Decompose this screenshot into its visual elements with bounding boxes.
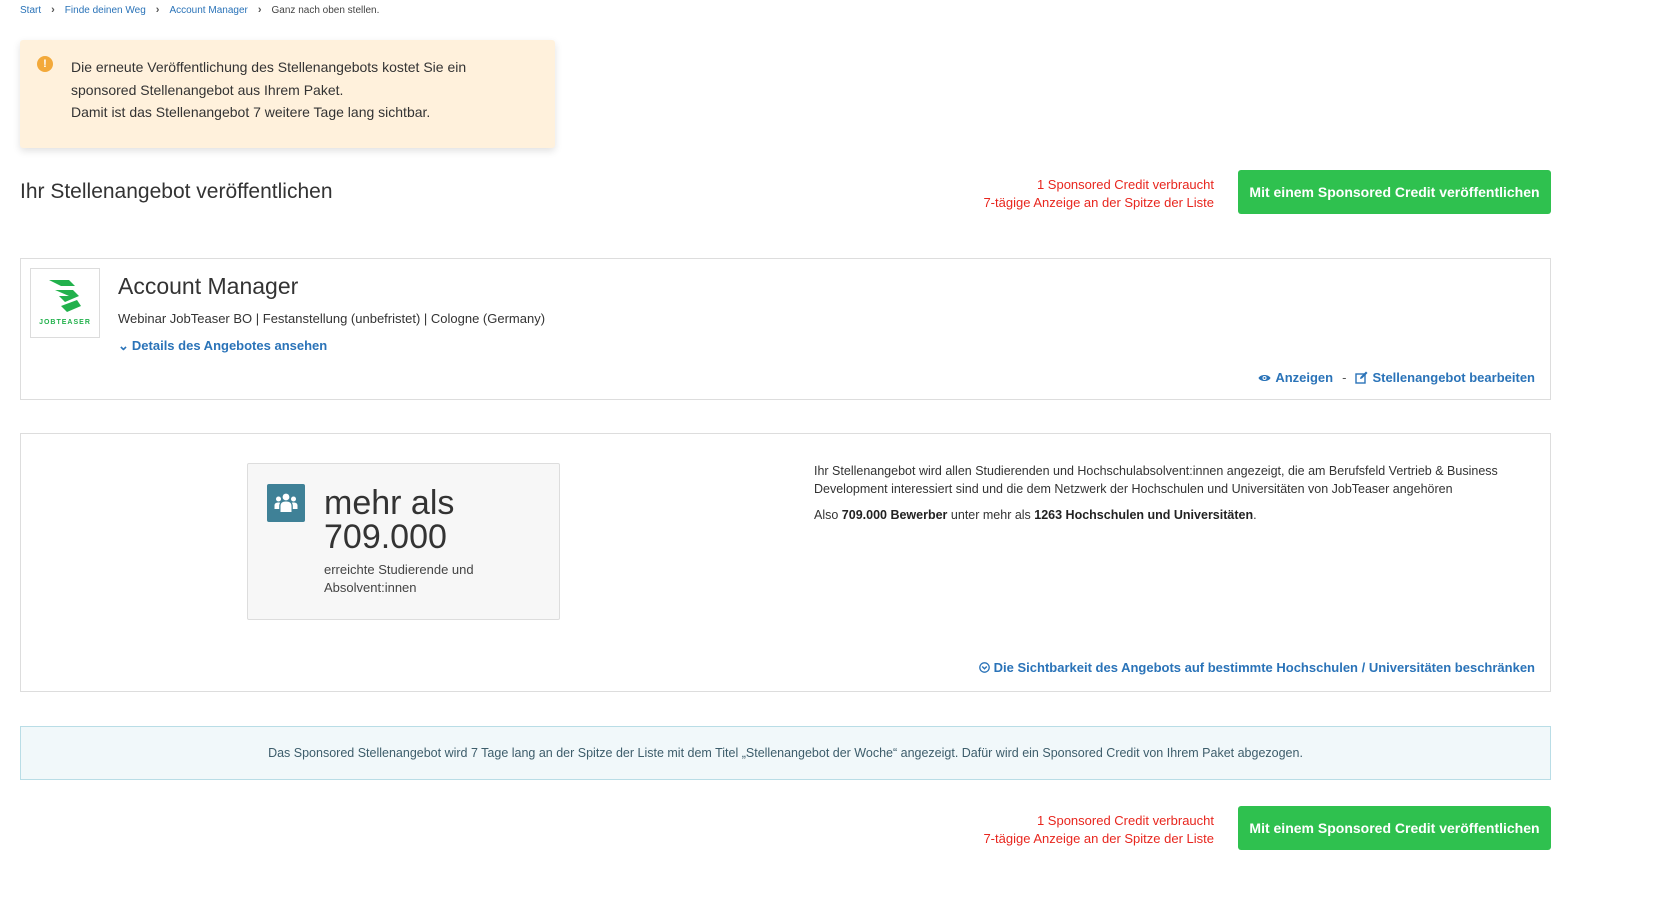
restrict-visibility-link[interactable]: [979, 660, 1535, 675]
page-title: Ihr Stellenangebot veröffentlichen: [20, 180, 333, 203]
credit-cost-info: [983, 176, 1214, 212]
job-card: [20, 258, 1551, 400]
edit-icon: [1355, 371, 1368, 384]
eye-icon: [1258, 373, 1271, 383]
summary-schools: 1263 Hochschulen und Universitäten: [1034, 508, 1254, 522]
reach-stat-number: mehr als 709.000: [324, 484, 455, 556]
chevron-right-icon: ›: [257, 4, 262, 16]
credit-warning-alert: [20, 40, 555, 148]
alert-line-2: Damit ist das Stellenangebot 7 weitere Tage lang sichtbar.: [71, 104, 431, 120]
edit-link-label: Stellenangebot bearbeiten: [1372, 370, 1535, 385]
reach-panel: [20, 433, 1551, 692]
edit-offer-link[interactable]: [1355, 370, 1535, 385]
view-link-label: Anzeigen: [1275, 370, 1334, 385]
company-logo: [30, 268, 100, 338]
restrict-link-label: Die Sichtbarkeit des Angebots auf bestimmte Hochschulen / Universitäten beschränken: [993, 660, 1535, 675]
reach-summary: [814, 508, 1257, 522]
display-duration-line: 7-tägige Anzeige an der Spitze der Liste: [983, 195, 1214, 210]
details-toggle-link[interactable]: [118, 338, 327, 354]
summary-applicants: 709.000 Bewerber: [841, 508, 948, 522]
summary-suffix: .: [1253, 508, 1257, 522]
reach-stat-box: [247, 463, 560, 620]
view-offer-link[interactable]: [1258, 370, 1333, 385]
actions-separator: -: [1342, 370, 1347, 385]
credit-cost-line: 1 Sponsored Credit verbraucht: [1036, 177, 1214, 192]
breadcrumb-start[interactable]: Start: [20, 4, 42, 16]
chevron-right-icon: ›: [155, 4, 160, 16]
summary-prefix: Also: [814, 508, 842, 522]
breadcrumb-account-manager[interactable]: Account Manager: [169, 4, 248, 16]
job-title: Account Manager: [118, 273, 299, 299]
publish-sponsored-button[interactable]: Mit einem Sponsored Credit veröffentlichen: [1238, 170, 1551, 214]
reach-stat-caption: erreichte Studierende und Absolvent:innen: [324, 562, 474, 595]
footer-credit-cost-info: [983, 812, 1214, 848]
footer-publish-sponsored-button[interactable]: Mit einem Sponsored Credit veröffentlichen: [1238, 806, 1551, 850]
footer-credit-cost-line: 1 Sponsored Credit verbraucht: [1036, 813, 1214, 828]
jobteaser-logo-icon: [45, 278, 85, 316]
chevron-circle-down-icon: [979, 662, 990, 673]
reach-description: Ihr Stellenangebot wird allen Studierenden und Hochschulabsolvent:innen angezeigt, die am Berufsfeld Vertrieb & Business Development interessiert sind und die dem Netzwerk der Hochschulen und Universitäten von JobTeaser angehören: [814, 464, 1498, 496]
sponsored-info-banner: Das Sponsored Stellenangebot wird 7 Tage lang an der Spitze der Liste mit dem Titel „Stellenangebot der Woche“ angezeigt. Dafür wird ein Sponsored Credit von Ihrem Paket abgezogen.: [20, 726, 1551, 780]
warning-circle-icon: !: [37, 56, 53, 72]
logo-wordmark: JOBTEASER: [39, 319, 91, 326]
job-meta: Webinar JobTeaser BO | Festanstellung (unbefristet) | Cologne (Germany): [118, 311, 546, 326]
summary-middle: unter mehr als: [947, 508, 1035, 522]
details-link-label: Details des Angebotes ansehen: [131, 338, 328, 353]
chevron-right-icon: ›: [51, 4, 55, 16]
job-actions: [1258, 370, 1535, 385]
breadcrumb-current: Ganz nach oben stellen.: [271, 4, 380, 16]
footer-display-duration-line: 7-tägige Anzeige an der Spitze der Liste: [983, 831, 1214, 846]
chevron-down-icon: ⌄: [118, 338, 129, 353]
breadcrumb-find-your-way[interactable]: Finde deinen Weg: [64, 4, 146, 16]
breadcrumb: [20, 4, 379, 16]
alert-line-1: Die erneute Veröffentlichung des Stellenangebots kostet Sie ein sponsored Stellenangebot aus Ihrem Paket.: [71, 59, 467, 98]
users-group-icon: [267, 484, 305, 522]
